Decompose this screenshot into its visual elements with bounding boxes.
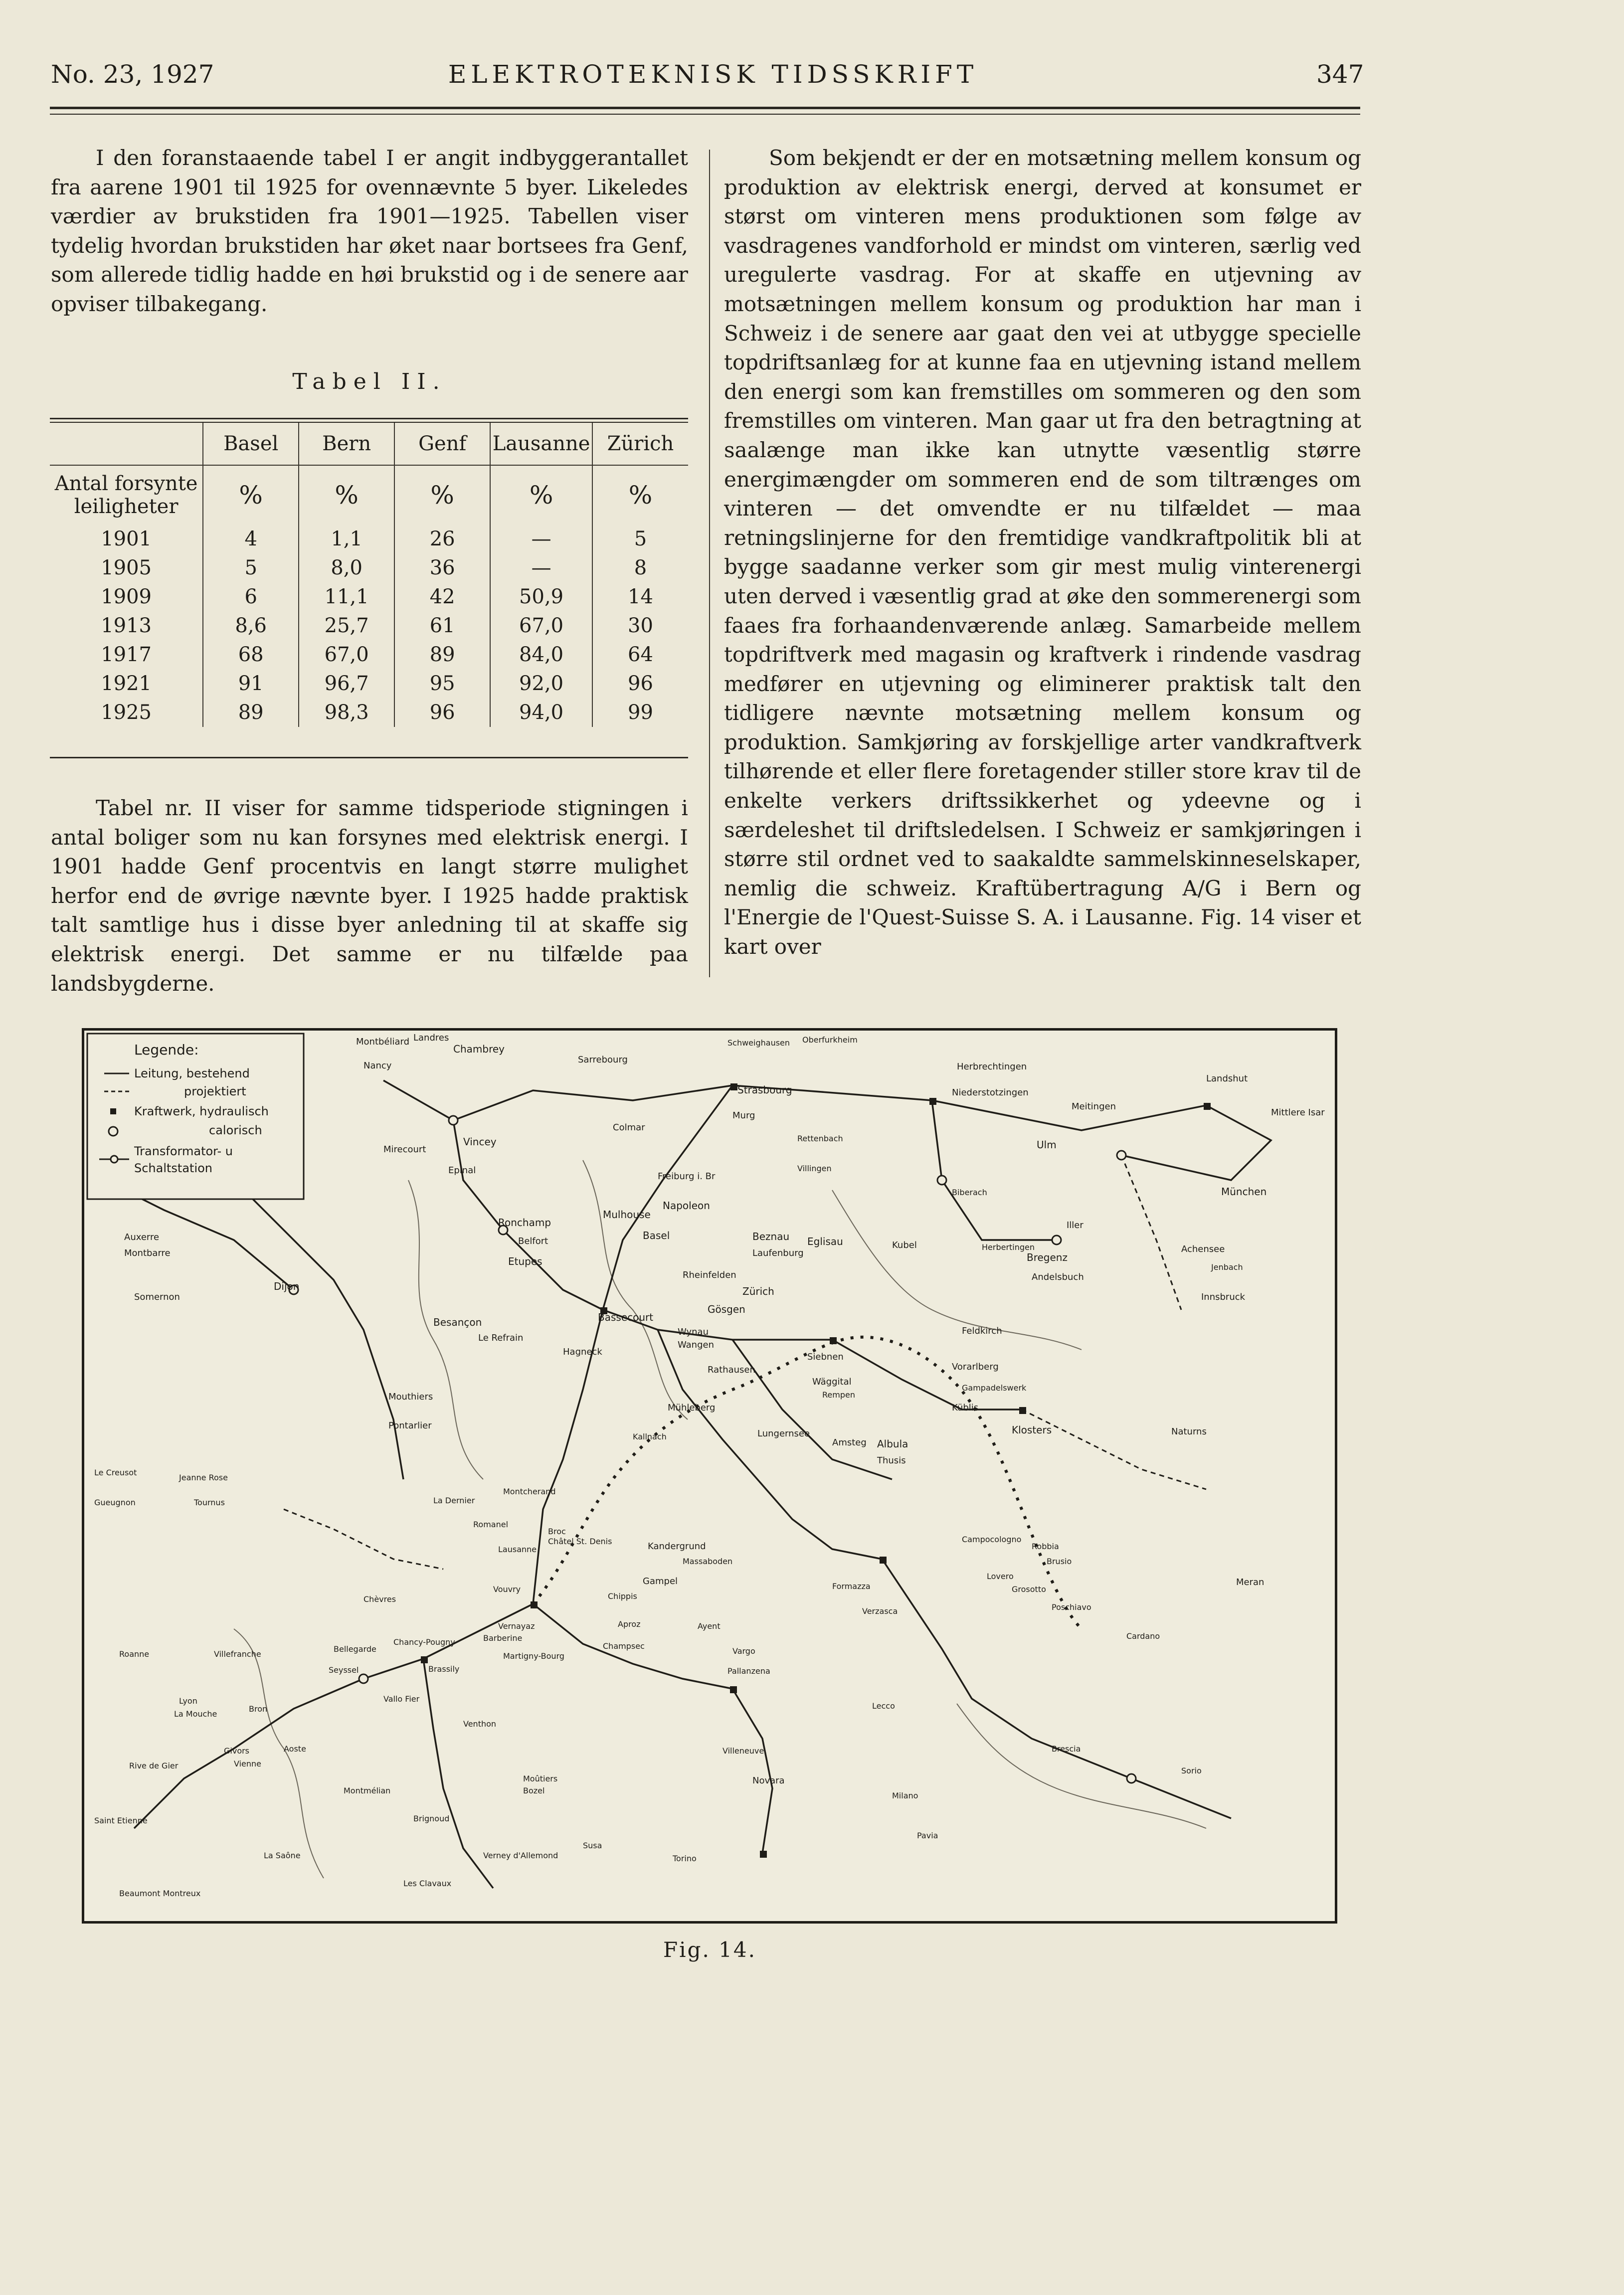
place-label: Verney d'Allemond: [483, 1851, 558, 1860]
left-paragraph-1: I den foranstaaende tabel I er angit indbyggerantallet fra aarene 1901 til 1925 for ovennævnte 5 byer. Likeledes værdier av brukstiden fra 1901—1925. Tabellen viser tydelig hvordan brukstiden har øket naar bortsees fra Genf, som allerede tidlig hadde en høi brukstid og i de senere aar opviser tilbakegang.: [51, 146, 688, 316]
river-line: [408, 1180, 483, 1479]
place-label: Bozel: [523, 1786, 545, 1795]
table-cell: 67,0: [490, 611, 592, 640]
place-label: Ulm: [1037, 1139, 1057, 1151]
place-label: Herbertingen: [982, 1242, 1035, 1252]
table-cell: 96,7: [299, 669, 394, 698]
place-label: Beaumont Montreux: [119, 1889, 201, 1898]
header-rule-thin: [50, 114, 1360, 115]
unit-cell: %: [299, 465, 394, 525]
station-marker: [449, 1116, 458, 1125]
table-cell: 4: [203, 525, 299, 553]
table-cell: 99: [592, 698, 688, 727]
place-label: Vincey: [463, 1136, 497, 1148]
place-label: Roanne: [119, 1649, 150, 1659]
place-label: Brassily: [428, 1664, 460, 1674]
journal-title: ELEKTROTEKNISK TIDSSKRIFT: [448, 60, 978, 89]
place-label: Landres: [413, 1033, 449, 1043]
station-marker: [730, 1083, 737, 1090]
table-cell: 1917: [101, 643, 152, 666]
table-cell: 84,0: [490, 640, 592, 669]
place-label: Rheinfelden: [683, 1270, 736, 1280]
place-label: Vorarlberg: [952, 1362, 999, 1372]
place-label: Wynau: [678, 1327, 709, 1337]
place-label: Broc: [548, 1527, 566, 1536]
river-line: [832, 1190, 1082, 1350]
table-cell: 95: [394, 669, 490, 698]
place-label: Iller: [1067, 1220, 1083, 1231]
station-marker: [1127, 1774, 1136, 1783]
place-label: Aproz: [618, 1619, 641, 1629]
map-figure: [82, 1028, 1337, 1924]
place-label: Venthon: [463, 1719, 497, 1729]
place-label: Strasbourg: [737, 1084, 792, 1096]
place-label: Romanel: [473, 1520, 509, 1529]
station-marker: [1052, 1236, 1061, 1244]
line-projected: [1022, 1410, 1206, 1489]
place-label: Martigny-Bourg: [503, 1651, 564, 1661]
place-label: Lungernsee: [757, 1428, 810, 1439]
station-marker: [421, 1656, 428, 1663]
place-label: Sarrebourg: [578, 1055, 628, 1065]
place-label: Dijon: [274, 1280, 300, 1292]
station-marker: [531, 1601, 538, 1608]
place-label: Cardano: [1126, 1631, 1160, 1641]
place-label: Klosters: [1012, 1424, 1052, 1436]
place-label: Bellegarde: [334, 1644, 376, 1654]
table-cell: 11,1: [299, 582, 394, 611]
table-cell: 91: [203, 669, 299, 698]
place-label: Ayent: [698, 1621, 721, 1631]
table-cell: 94,0: [490, 698, 592, 727]
figure-caption: Fig. 14.: [663, 1938, 756, 1962]
place-label: München: [1221, 1186, 1267, 1198]
line-bavaria: [1121, 1105, 1271, 1180]
place-label: Beznau: [752, 1231, 790, 1242]
place-label: Lyon: [179, 1696, 197, 1706]
table-cell: —: [490, 553, 592, 582]
place-label: Mühleberg: [668, 1403, 716, 1413]
place-label: Chambrey: [453, 1043, 505, 1055]
place-label: Colmar: [613, 1122, 645, 1133]
place-label: Givors: [224, 1746, 250, 1756]
table-header-cell: Zürich: [592, 423, 688, 465]
place-label: Kandergrund: [648, 1541, 706, 1552]
place-label: Ronchamp: [498, 1217, 551, 1229]
station-marker: [880, 1557, 887, 1564]
data-table: [50, 423, 688, 727]
place-label: Bassecourt: [598, 1311, 654, 1323]
place-label: Villingen: [797, 1164, 832, 1173]
table-cell: 6: [203, 582, 299, 611]
place-label: Küblis: [952, 1403, 979, 1413]
place-label: Montmélian: [344, 1786, 391, 1795]
place-label: Siebnen: [807, 1352, 844, 1362]
table-cell: 96: [592, 669, 688, 698]
place-label: Herbrechtingen: [957, 1061, 1027, 1072]
table-cell: 68: [203, 640, 299, 669]
place-label: Chèvres: [363, 1594, 396, 1604]
place-label: Formazza: [832, 1582, 871, 1591]
place-label: Albula: [877, 1438, 908, 1450]
place-label: Poschiavo: [1052, 1602, 1091, 1612]
table-cell: 50,9: [490, 582, 592, 611]
border-line: [533, 1337, 1082, 1629]
place-label: Etupes: [508, 1255, 542, 1267]
place-label: Nancy: [363, 1060, 392, 1071]
place-label: Susa: [583, 1841, 602, 1850]
place-label: Bregenz: [1027, 1251, 1068, 1263]
place-label: Besançon: [433, 1316, 482, 1328]
station-marker: [830, 1337, 837, 1344]
table-cell: 1909: [101, 585, 152, 608]
place-label: Sorio: [1181, 1766, 1202, 1775]
place-label: Oberfurkheim: [802, 1035, 858, 1045]
place-label: Schweighausen: [727, 1038, 790, 1048]
place-label: Niederstotzingen: [952, 1087, 1029, 1098]
place-label: Robbia: [1032, 1542, 1059, 1551]
place-label: Rathausen: [708, 1365, 755, 1375]
table-cell: 25,7: [299, 611, 394, 640]
place-label: Andelsbuch: [1032, 1272, 1084, 1282]
table-cell: 67,0: [299, 640, 394, 669]
table-cell: 89: [203, 698, 299, 727]
place-label: Wangen: [678, 1340, 714, 1350]
place-label: Verzasca: [862, 1606, 898, 1616]
table-title: Tabel II.: [292, 369, 447, 394]
place-label: Moûtiers: [523, 1774, 558, 1783]
station-marker: [1204, 1103, 1211, 1110]
table-cell: 30: [592, 611, 688, 640]
place-label: Vargo: [732, 1646, 755, 1656]
legend-hydro-icon: [110, 1108, 116, 1114]
map-svg: [84, 1031, 1335, 1921]
place-label: Montbéliard: [356, 1037, 410, 1047]
table-row: [50, 553, 688, 582]
line-east: [832, 1340, 1022, 1410]
column-divider: [709, 150, 710, 977]
station-marker: [1117, 1151, 1126, 1160]
place-label: Chancy-Pougny: [393, 1637, 455, 1647]
header-rule: [50, 107, 1360, 109]
place-label: Freiburg i. Br: [658, 1171, 716, 1182]
table-top-rule: [50, 418, 688, 419]
table-cell: 1,1: [299, 525, 394, 553]
place-label: Vernayaz: [498, 1621, 535, 1631]
place-label: Lecco: [872, 1701, 895, 1711]
place-label: Vallo Fier: [383, 1694, 420, 1704]
place-label: Brignoud: [413, 1814, 450, 1823]
river-lines: [234, 1160, 1206, 1878]
place-label: Milano: [892, 1791, 918, 1800]
table-header-cell: Bern: [299, 423, 394, 465]
place-label: Rettenbach: [797, 1134, 843, 1143]
table-header-cell: Lausanne: [490, 423, 592, 465]
place-label: Napoleon: [663, 1200, 710, 1212]
table-cell: 98,3: [299, 698, 394, 727]
place-label: La Dernier: [433, 1496, 475, 1505]
place-label: Châtel St. Denis: [548, 1537, 612, 1546]
place-label: Jenbach: [1211, 1262, 1243, 1272]
place-label: Novara: [752, 1775, 785, 1786]
place-label: Tournus: [194, 1498, 225, 1507]
place-label: Chippis: [608, 1591, 637, 1601]
place-label: Biberach: [952, 1188, 987, 1197]
table-row: [50, 582, 688, 611]
table-row: [50, 640, 688, 669]
table-cell: 1925: [101, 701, 152, 724]
place-label: Le Creusot: [94, 1468, 137, 1477]
place-label: Campocologno: [962, 1535, 1022, 1544]
table-cell: 42: [394, 582, 490, 611]
place-label: Brescia: [1052, 1744, 1081, 1754]
legend-transformer-icon: [111, 1156, 118, 1163]
place-label: Pallanzena: [727, 1666, 770, 1676]
place-label: Montcherand: [503, 1487, 556, 1496]
legend-item: Transformator- u: [134, 1144, 233, 1158]
calorific-markers: [289, 1116, 1136, 1783]
legend-item: Leitung, bestehend: [134, 1066, 250, 1080]
place-label: Zürich: [742, 1285, 774, 1297]
place-label: Montbarre: [124, 1248, 171, 1258]
place-label: Wäggital: [812, 1377, 852, 1387]
table-header-cell: [50, 423, 203, 465]
table-row: [50, 525, 688, 553]
place-label: Auxerre: [124, 1232, 160, 1242]
table-row: [50, 698, 688, 727]
table-bottom-rule: [50, 757, 688, 758]
place-label: Murg: [732, 1110, 755, 1121]
place-label: Gueugnon: [94, 1498, 136, 1507]
place-label: Meran: [1236, 1577, 1264, 1588]
place-label: Gampel: [643, 1576, 678, 1587]
legend-item: Schaltstation: [134, 1161, 213, 1175]
left-paragraph-2: Tabel nr. II viser for samme tidsperiode stigningen i antal boliger som nu kan forsynes med elektrisk energi. I 1901 hadde Genf procentvis en langt større mulighet herfor end de øvrige nævnte byer. I 1925 hadde praktisk talt samtlige hus i disse byer anledning til at skaffe sig elektrisk energi. Det samme er nu tilfælde paa landsbygderne.: [51, 796, 688, 996]
place-label: Les Clavaux: [403, 1879, 452, 1888]
unit-cell: %: [394, 465, 490, 525]
place-label: Achensee: [1181, 1244, 1225, 1254]
line-isere: [423, 1659, 493, 1888]
table-cell: 14: [592, 582, 688, 611]
line-projected: [284, 1509, 443, 1569]
place-label: Hagneck: [563, 1347, 602, 1357]
place-label: Naturns: [1171, 1426, 1207, 1437]
place-label: Amsteg: [832, 1437, 867, 1448]
place-label: Epinal: [448, 1165, 476, 1176]
station-marker: [359, 1674, 368, 1683]
row-label: Antal forsynte leiligheter: [54, 472, 198, 518]
place-label: Gampadelswerk: [962, 1383, 1027, 1393]
legend-item: projektiert: [184, 1084, 246, 1098]
projected-lines: [284, 1155, 1206, 1569]
unit-cell: %: [203, 465, 299, 525]
table-cell: 26: [394, 525, 490, 553]
place-label: Kubel: [892, 1240, 917, 1250]
issue-number: No. 23, 1927: [51, 60, 214, 89]
place-label: Feldkirch: [962, 1326, 1002, 1336]
line-milano: [882, 1559, 1231, 1818]
table-cell: 1901: [101, 528, 152, 550]
place-label: Brusio: [1047, 1557, 1072, 1566]
place-label: Somernon: [134, 1292, 180, 1302]
station-marker: [730, 1686, 737, 1693]
place-label: Lausanne: [498, 1545, 537, 1554]
place-label: Landshut: [1206, 1073, 1248, 1084]
place-label: Villefranche: [214, 1649, 261, 1659]
table-cell: 8,6: [203, 611, 299, 640]
place-label: Innsbruck: [1201, 1292, 1246, 1302]
place-label: Vouvry: [493, 1585, 521, 1594]
table-cell: 1921: [101, 672, 152, 695]
line-projected: [1121, 1155, 1181, 1310]
station-marker: [929, 1098, 936, 1105]
table-cell: 61: [394, 611, 490, 640]
legend-item: Kraftwerk, hydraulisch: [134, 1104, 269, 1118]
place-label: Mouthiers: [388, 1392, 433, 1402]
power-station-markers: [421, 1083, 1211, 1858]
table-cell: —: [490, 525, 592, 553]
station-marker: [937, 1176, 946, 1185]
unit-cell: %: [592, 465, 688, 525]
place-label: Gösgen: [708, 1303, 745, 1315]
place-label: Eglisau: [807, 1236, 843, 1247]
table-unit-row: [50, 465, 688, 525]
table-row: [50, 669, 688, 698]
place-label: Basel: [643, 1230, 670, 1241]
place-label: Pavia: [917, 1831, 938, 1840]
line-north: [383, 1080, 732, 1120]
table-cell: 8: [592, 553, 688, 582]
place-label: Le Refrain: [478, 1333, 524, 1343]
place-label: Villeneuve: [722, 1746, 764, 1756]
river-line: [583, 1160, 688, 1419]
table-header-cell: Basel: [203, 423, 299, 465]
place-label: Champsec: [603, 1641, 645, 1651]
place-label: Rive de Gier: [129, 1761, 179, 1770]
legend-item: calorisch: [209, 1123, 262, 1137]
place-label: Seyssel: [329, 1665, 359, 1675]
table-cell: 1913: [101, 614, 152, 637]
place-label: Laufenburg: [752, 1248, 804, 1258]
station-marker: [1019, 1407, 1026, 1414]
place-label: Mulhouse: [603, 1209, 651, 1221]
right-paragraph: Som bekjendt er der en motsætning mellem konsum og produktion av elektrisk energi, derved at konsumet er størst om vinteren mens produktionen som følge av vasdragenes vandforhold er mindst om vinteren, særlig ved uregulerte vasdrag. For at skaffe en utjevning av motsætningen mellem konsum og produktion har man i Schweiz i de senere aar gaat den vei at utbygge specielle topdriftsanlæg for at kunne faa en utjevning istand mellem den energi som kan fremstilles om sommeren og den som fremstilles om vinteren. Man gaar ut fra den betragtning at saalænge man ikke kan utnytte væsentlig større energimængder om sommeren end de som tiltrænges om vinteren — det omvendte er nu tilfældet — maa retningslinjerne for den fremtidige vandkraftpolitik bli at bygge saadanne verker som gir mest mulig vinterenergi uten derved i væsentlig grad at øke den sommerenergi som faaes fra forhaandenværende anlæg. Samarbeide mellem topdriftverk med magasin og kraftverk i rindende vasdrag medfører en utjevning og eliminerer praktisk talt den tidligere nævnte motsætning mellem konsum og produktion. Samkjøring av forskjellige arter vandkraftverk tilhørende et eller flere foretagender stiller store krav til de enkelte verkers driftssikkerhet og ydeevne og i særdeleshet til driftsledelsen. I Schweiz er samkjøringen i større stil ordnet ved to saakaldte sammelskinneselskaper, nemlig die schweiz. Kraftübertragung A/G i Bern og l'Energie de l'Quest-Suisse S. A. i Lausanne. Fig. 14 viser et kart over: [724, 146, 1361, 959]
place-label: Pontarlier: [388, 1420, 432, 1431]
place-label: Jeanne Rose: [179, 1473, 228, 1482]
river-line: [957, 1704, 1206, 1828]
station-marker: [760, 1851, 767, 1858]
table-cell: 64: [592, 640, 688, 669]
table-cell: 36: [394, 553, 490, 582]
place-label: Aoste: [284, 1744, 306, 1754]
line-torino: [732, 1689, 772, 1853]
table-cell: 5: [592, 525, 688, 553]
place-label: Rempen: [822, 1390, 855, 1400]
place-label: Mirecourt: [383, 1144, 426, 1155]
place-label: Bron: [249, 1704, 268, 1714]
place-label: Torino: [673, 1854, 697, 1863]
place-label: Massaboden: [683, 1557, 733, 1566]
place-label: Saint Etienne: [94, 1816, 148, 1825]
place-label: Mittlere Isar: [1271, 1107, 1325, 1118]
table-cell: 1905: [101, 556, 152, 579]
place-label: Meitingen: [1072, 1101, 1116, 1112]
table-cell: 96: [394, 698, 490, 727]
place-label: Kallnach: [633, 1432, 667, 1441]
table-header-cell: Genf: [394, 423, 490, 465]
table-header-row: [50, 423, 688, 465]
page-number: 347: [1316, 60, 1364, 89]
place-label: Thusis: [877, 1455, 906, 1466]
place-label: Vienne: [234, 1759, 262, 1768]
place-label: La Saône: [264, 1851, 301, 1860]
table-cell: 92,0: [490, 669, 592, 698]
table-cell: 8,0: [299, 553, 394, 582]
table-row: [50, 611, 688, 640]
line-burgundy: [234, 1180, 403, 1479]
legend-title: Legende:: [134, 1042, 199, 1058]
place-label: La Mouche: [174, 1709, 217, 1719]
place-label: Lovero: [987, 1572, 1014, 1581]
place-label: Grosotto: [1012, 1585, 1046, 1594]
unit-cell: %: [490, 465, 592, 525]
place-label: Barberine: [483, 1633, 523, 1643]
table-cell: 89: [394, 640, 490, 669]
table-cell: 5: [203, 553, 299, 582]
place-label: Belfort: [518, 1236, 548, 1246]
